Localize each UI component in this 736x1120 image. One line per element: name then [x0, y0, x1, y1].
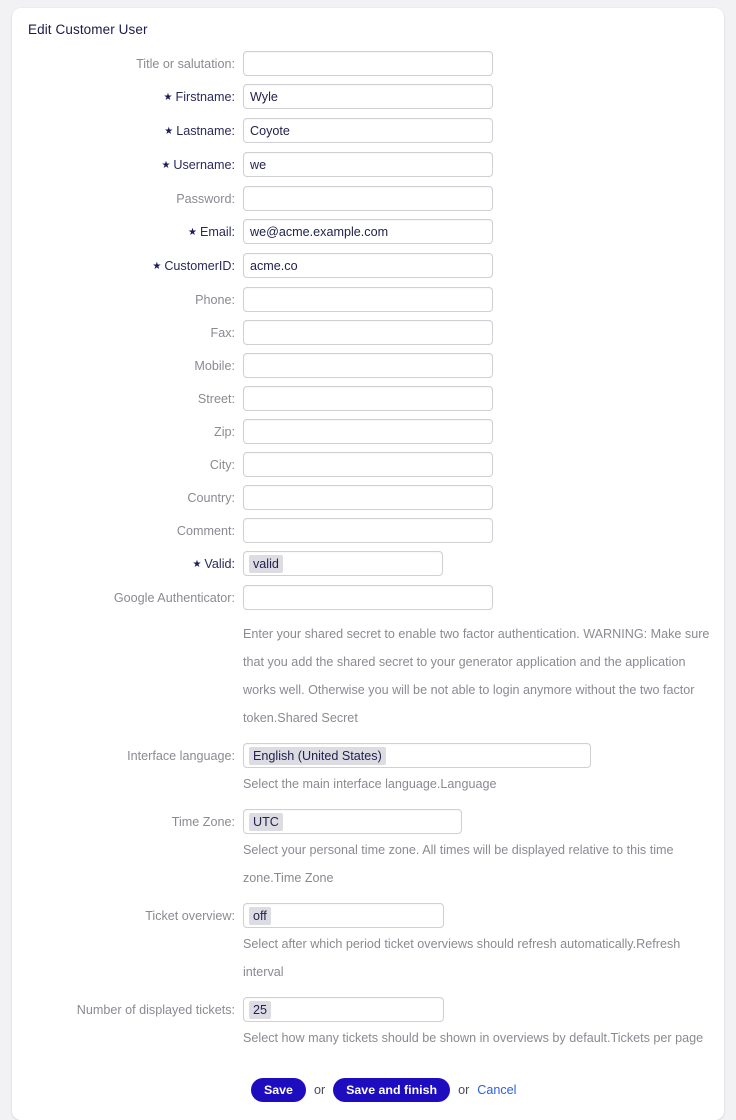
form-row-street [12, 386, 724, 412]
required-star-icon: ★ [192, 559, 202, 570]
form-row-zip [12, 419, 724, 445]
interface-language-select-value: English (United States) [249, 747, 386, 765]
displayed-tickets-select-value: 25 [249, 1001, 271, 1019]
title-salutation-input[interactable] [243, 51, 493, 76]
field-time-zone [243, 809, 724, 896]
form-row-password [12, 186, 724, 212]
valid-select-value: valid [249, 555, 283, 573]
field-city [243, 452, 724, 477]
form-row-phone [12, 287, 724, 313]
required-star-icon: ★ [161, 160, 171, 171]
field-zip [243, 419, 724, 444]
form-row-ticket-overview [12, 903, 724, 990]
help-text-interface-language: Select the main interface language.Language [243, 777, 497, 791]
form-row-username [12, 152, 724, 179]
field-mobile [243, 353, 724, 378]
help-text-displayed-tickets: Select how many tickets should be shown in overviews by default.Tickets per page [243, 1031, 704, 1045]
field-firstname [243, 84, 724, 109]
form-row-interface-language [12, 743, 724, 802]
field-password [243, 186, 724, 211]
field-lastname [243, 118, 724, 143]
google-authenticator-input[interactable] [243, 585, 493, 610]
label-displayed-tickets: Number of displayed tickets: [76, 1003, 235, 1017]
field-phone [243, 287, 724, 312]
time-zone-select-value: UTC [249, 813, 283, 831]
country-input[interactable] [243, 485, 493, 510]
form-row-country [12, 485, 724, 511]
password-input[interactable] [243, 186, 493, 211]
form-row-comment [12, 518, 724, 544]
zip-input[interactable] [243, 419, 493, 444]
comment-input[interactable] [243, 518, 493, 543]
field-displayed-tickets [243, 997, 724, 1056]
label-valid [12, 551, 243, 578]
form-row-email [12, 219, 724, 246]
form-row-customer-id [12, 253, 724, 280]
label-street: Street: [197, 392, 235, 406]
valid-select[interactable] [243, 551, 443, 576]
label-time-zone: Time Zone: [171, 815, 235, 829]
label-firstname-text: Firstname: [175, 90, 235, 104]
save-button[interactable]: Save [251, 1078, 306, 1102]
field-username [243, 152, 724, 177]
save-and-finish-button[interactable]: Save and finish [333, 1078, 450, 1102]
help-text-time-zone: Select your personal time zone. All times will be displayed relative to this time zone.Time Zone [243, 843, 674, 885]
firstname-input[interactable] [243, 84, 493, 109]
form-row-mobile [12, 353, 724, 379]
customer-id-input[interactable] [243, 253, 493, 278]
field-interface-language [243, 743, 724, 802]
field-country [243, 485, 724, 510]
required-star-icon: ★ [152, 261, 162, 272]
required-star-icon: ★ [188, 227, 197, 238]
label-google-authenticator: Google Authenticator: [113, 591, 235, 605]
displayed-tickets-select[interactable] [243, 997, 444, 1022]
form-row-firstname [12, 84, 724, 111]
label-comment: Comment: [176, 524, 235, 538]
label-customer-id [12, 253, 243, 280]
field-title-salutation [243, 51, 724, 76]
city-input[interactable] [243, 452, 493, 477]
label-ticket-overview: Ticket overview: [145, 909, 235, 923]
label-lastname [12, 118, 243, 145]
customer-user-form [12, 37, 724, 1120]
label-username-text: Username: [173, 158, 235, 172]
label-mobile: Mobile: [194, 359, 235, 373]
label-phone: Phone: [195, 293, 235, 307]
label-country: Country: [187, 491, 235, 505]
form-row-valid [12, 551, 724, 578]
label-city: City: [209, 458, 235, 472]
form-row-time-zone [12, 809, 724, 896]
username-input[interactable] [243, 152, 493, 177]
mobile-input[interactable] [243, 353, 493, 378]
form-row-displayed-tickets [12, 997, 724, 1056]
label-valid-text: Valid: [204, 557, 235, 571]
form-row-google-authenticator [12, 585, 724, 611]
field-google-authenticator [243, 585, 724, 610]
label-fax: Fax: [210, 326, 235, 340]
label-email [12, 219, 243, 246]
form-row-title-salutation [12, 51, 724, 77]
or-separator-1: or [313, 1083, 326, 1097]
interface-language-select[interactable] [243, 743, 591, 768]
label-lastname-text: Lastname: [176, 124, 235, 138]
edit-customer-user-card [12, 8, 724, 1120]
required-star-icon: ★ [163, 92, 173, 103]
time-zone-select[interactable] [243, 809, 462, 834]
field-street [243, 386, 724, 411]
field-ticket-overview [243, 903, 724, 990]
cancel-link[interactable]: Cancel [477, 1083, 517, 1097]
form-actions [12, 1078, 724, 1120]
label-username [12, 152, 243, 179]
field-comment [243, 518, 724, 543]
field-fax [243, 320, 724, 345]
label-firstname [12, 84, 243, 111]
phone-input[interactable] [243, 287, 493, 312]
fax-input[interactable] [243, 320, 493, 345]
help-text-ticket-overview: Select after which period ticket overviews should refresh automatically.Refresh interval [243, 937, 681, 979]
label-password: Password: [176, 192, 235, 206]
field-valid [243, 551, 724, 576]
help-text-google-authenticator: Enter your shared secret to enable two factor authentication. WARNING: Make sure that you add the shared secret to your generator application and the application works well. Otherwise you will be not able to login anymore without the two factor token.Shared Secret [243, 627, 710, 725]
or-separator-2: or [458, 1083, 470, 1097]
field-customer-id [243, 253, 724, 278]
street-input[interactable] [243, 386, 493, 411]
label-interface-language: Interface language: [127, 749, 235, 763]
ticket-overview-select-value: off [249, 907, 271, 925]
email-input[interactable] [243, 219, 493, 244]
form-row-lastname [12, 118, 724, 145]
lastname-input[interactable] [243, 118, 493, 143]
label-title-salutation: Title or salutation: [136, 57, 235, 71]
label-email-text: Email: [200, 225, 235, 239]
form-row-fax [12, 320, 724, 346]
required-star-icon: ★ [164, 126, 174, 137]
help-row-google-authenticator [12, 618, 724, 736]
label-customer-id-text: CustomerID: [164, 259, 235, 273]
form-row-city [12, 452, 724, 478]
label-zip: Zip: [214, 425, 235, 439]
field-email [243, 219, 724, 244]
ticket-overview-select[interactable] [243, 903, 444, 928]
page-title: Edit Customer User [28, 22, 148, 37]
